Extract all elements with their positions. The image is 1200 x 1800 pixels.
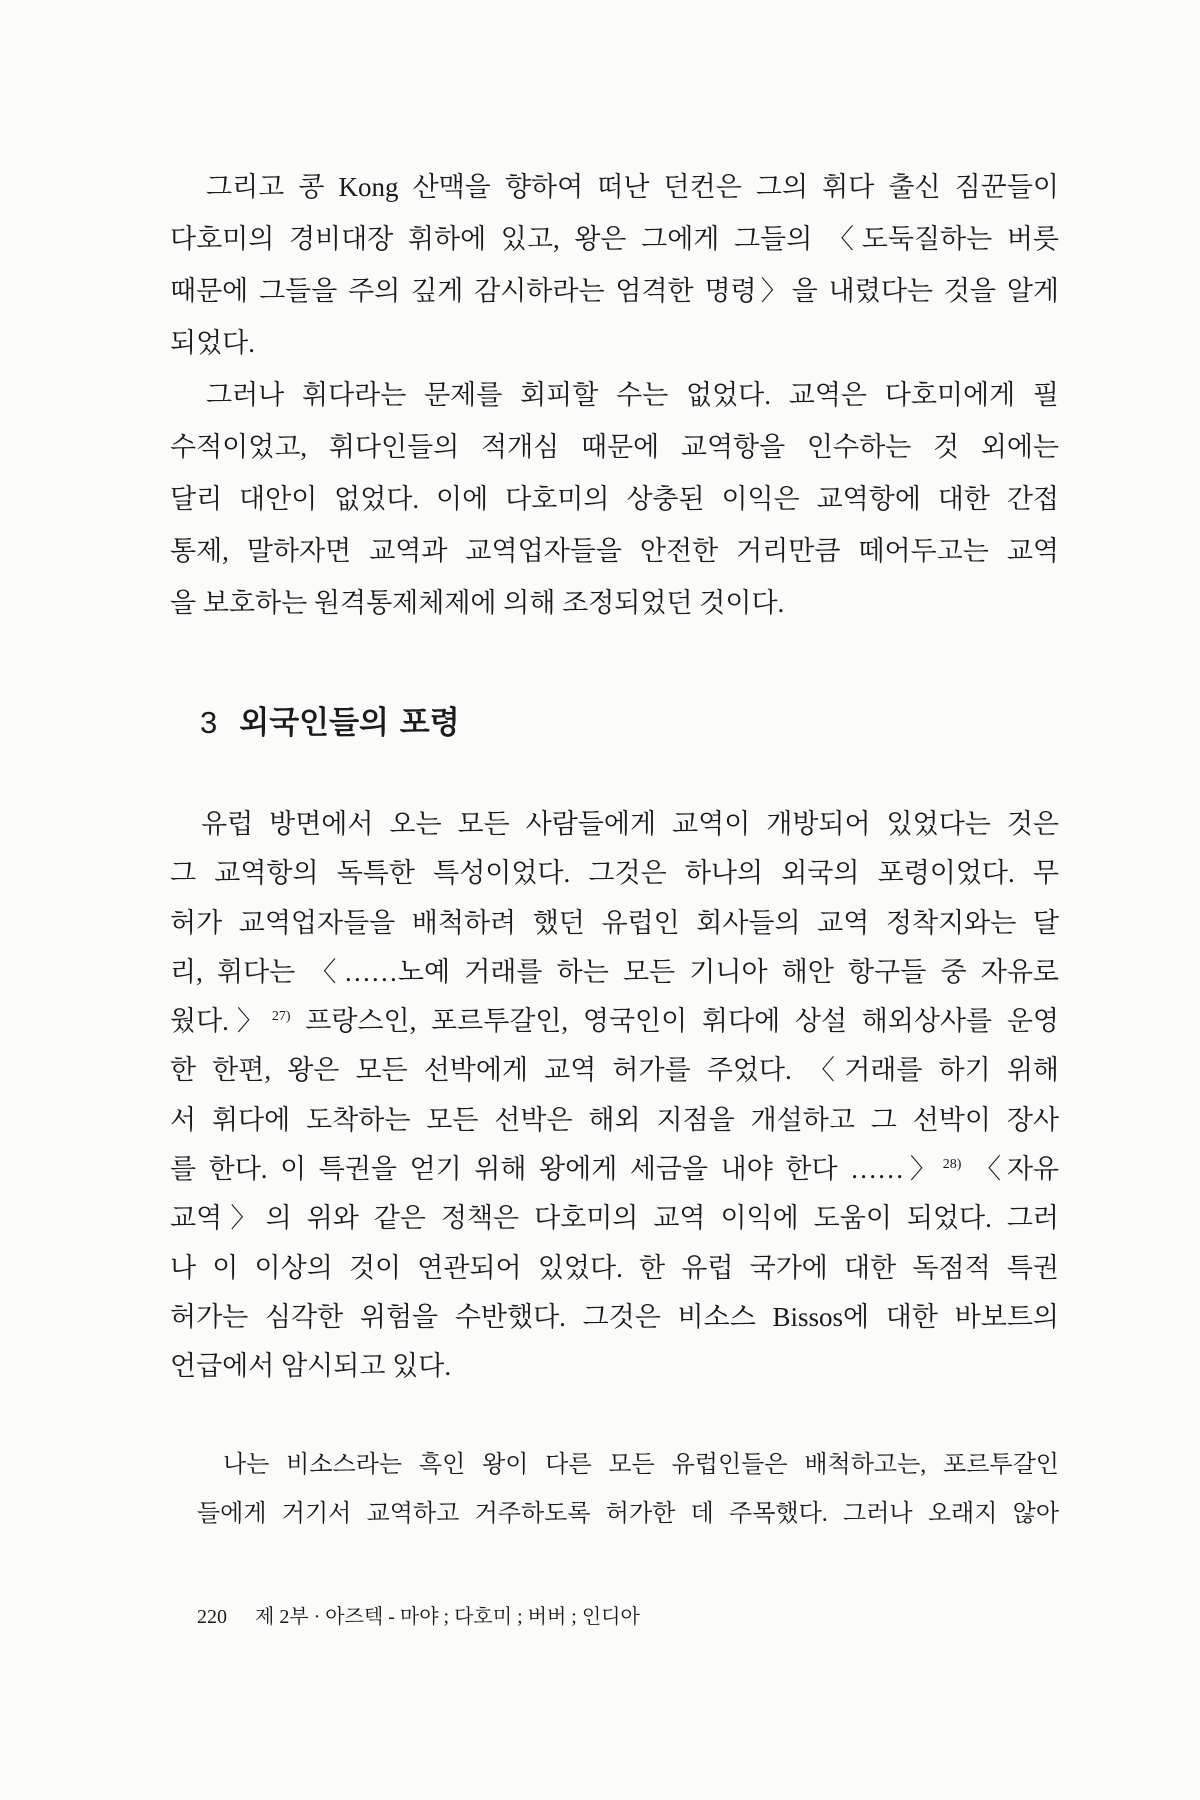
running-head: 제 2부 · 아즈텍 - 마야 ; 다호미 ; 버버 ; 인디아 [255,1606,640,1628]
text-line: 나 이 이상의 것이 연관되어 있었다. 한 유럽 국가에 대한 독점적 특권 [170,1252,1059,1283]
text-line: 허가 교역업자들을 배척하려 했던 유럽인 회사들의 교역 정착지와는 달 [170,907,1059,938]
text-line: 때문에 그들을 주의 깊게 감시하라는 엄격한 명령〉을 내렸다는 것을 알게 [170,276,1059,306]
body-text-intro [170,161,1059,629]
footnote-marker: 27) [271,1008,291,1025]
text-line: 서 휘다에 도착하는 모든 선박은 해외 지점을 개설하고 그 선박이 장사 [170,1104,1059,1135]
text-line: 통제, 말하자면 교역과 교역업자들을 안전한 거리만큼 떼어두고는 교역 [170,536,1059,566]
block-quote [197,1441,1059,1539]
text-line: 다호미의 경비대장 휘하에 있고, 왕은 그에게 그들의 〈도둑질하는 버릇 [170,224,1059,254]
text-line: 그러나 휘다라는 문제를 회피할 수는 없었다. 교역은 다호미에게 필 [206,380,1059,410]
section-number: 3 [200,705,218,740]
text-line: 그 교역항의 독특한 특성이었다. 그것은 하나의 외국의 포령이었다. 무 [170,858,1059,889]
section-heading [200,700,460,746]
text-line [170,997,1059,1046]
text-line: 리, 휘다는 〈……노예 거래를 하는 모든 기니아 해안 항구들 중 자유로 [170,956,1059,987]
text-segment: 를 한다. 이 특권을 얻기 위해 왕에게 세금을 내야 한다 ……〉 [170,1154,943,1185]
text-line: 언급에서 암시되고 있다. [170,1351,452,1382]
text-line: 교역〉의 위와 같은 정책은 다호미의 교역 이익에 도움이 되었다. 그러 [170,1203,1059,1234]
quote-line: 들에게 거기서 교역하고 거주하도록 허가한 데 주목했다. 그러나 오래지 않아 [197,1501,1059,1527]
footnote-marker: 28) [942,1156,962,1173]
text-line [170,1145,1059,1194]
text-segment: 웠다.〉 [170,1006,272,1037]
text-line: 되었다. [170,328,255,358]
text-line: 수적이었고, 휘다인들의 적개심 때문에 교역항을 인수하는 것 외에는 [170,432,1059,462]
text-line: 을 보호하는 원격통제체제에 의해 조정되었던 것이다. [170,588,785,618]
text-line: 그리고 콩 Kong 산맥을 향하여 떠난 던컨은 그의 휘다 출신 짐꾼들이 [206,172,1059,202]
quote-line: 나는 비소스라는 흑인 왕이 다른 모든 유럽인들은 배척하고는, 포르투갈인 [223,1452,1059,1478]
text-line: 한 한편, 왕은 모든 선박에게 교역 허가를 주었다. 〈거래를 하기 위해 [170,1055,1059,1086]
text-line: 유럽 방면에서 오는 모든 사람들에게 교역이 개방되어 있었다는 것은 [201,809,1059,839]
text-line: 달리 대안이 없었다. 이에 다호미의 상충된 이익은 교역항에 대한 간접 [170,484,1059,514]
body-text-main [170,800,1059,1392]
page-number: 220 [197,1606,227,1628]
text-segment: 〈자유 [961,1154,1059,1185]
page-footer [197,1602,640,1632]
section-title: 외국인들의 포령 [239,705,460,741]
text-segment: 프랑스인, 포르투갈인, 영국인이 휘다에 상설 해외상사를 운영 [290,1006,1059,1037]
text-line: 허가는 심각한 위험을 수반했다. 그것은 비소스 Bissos에 대한 바보트의 [170,1301,1059,1332]
